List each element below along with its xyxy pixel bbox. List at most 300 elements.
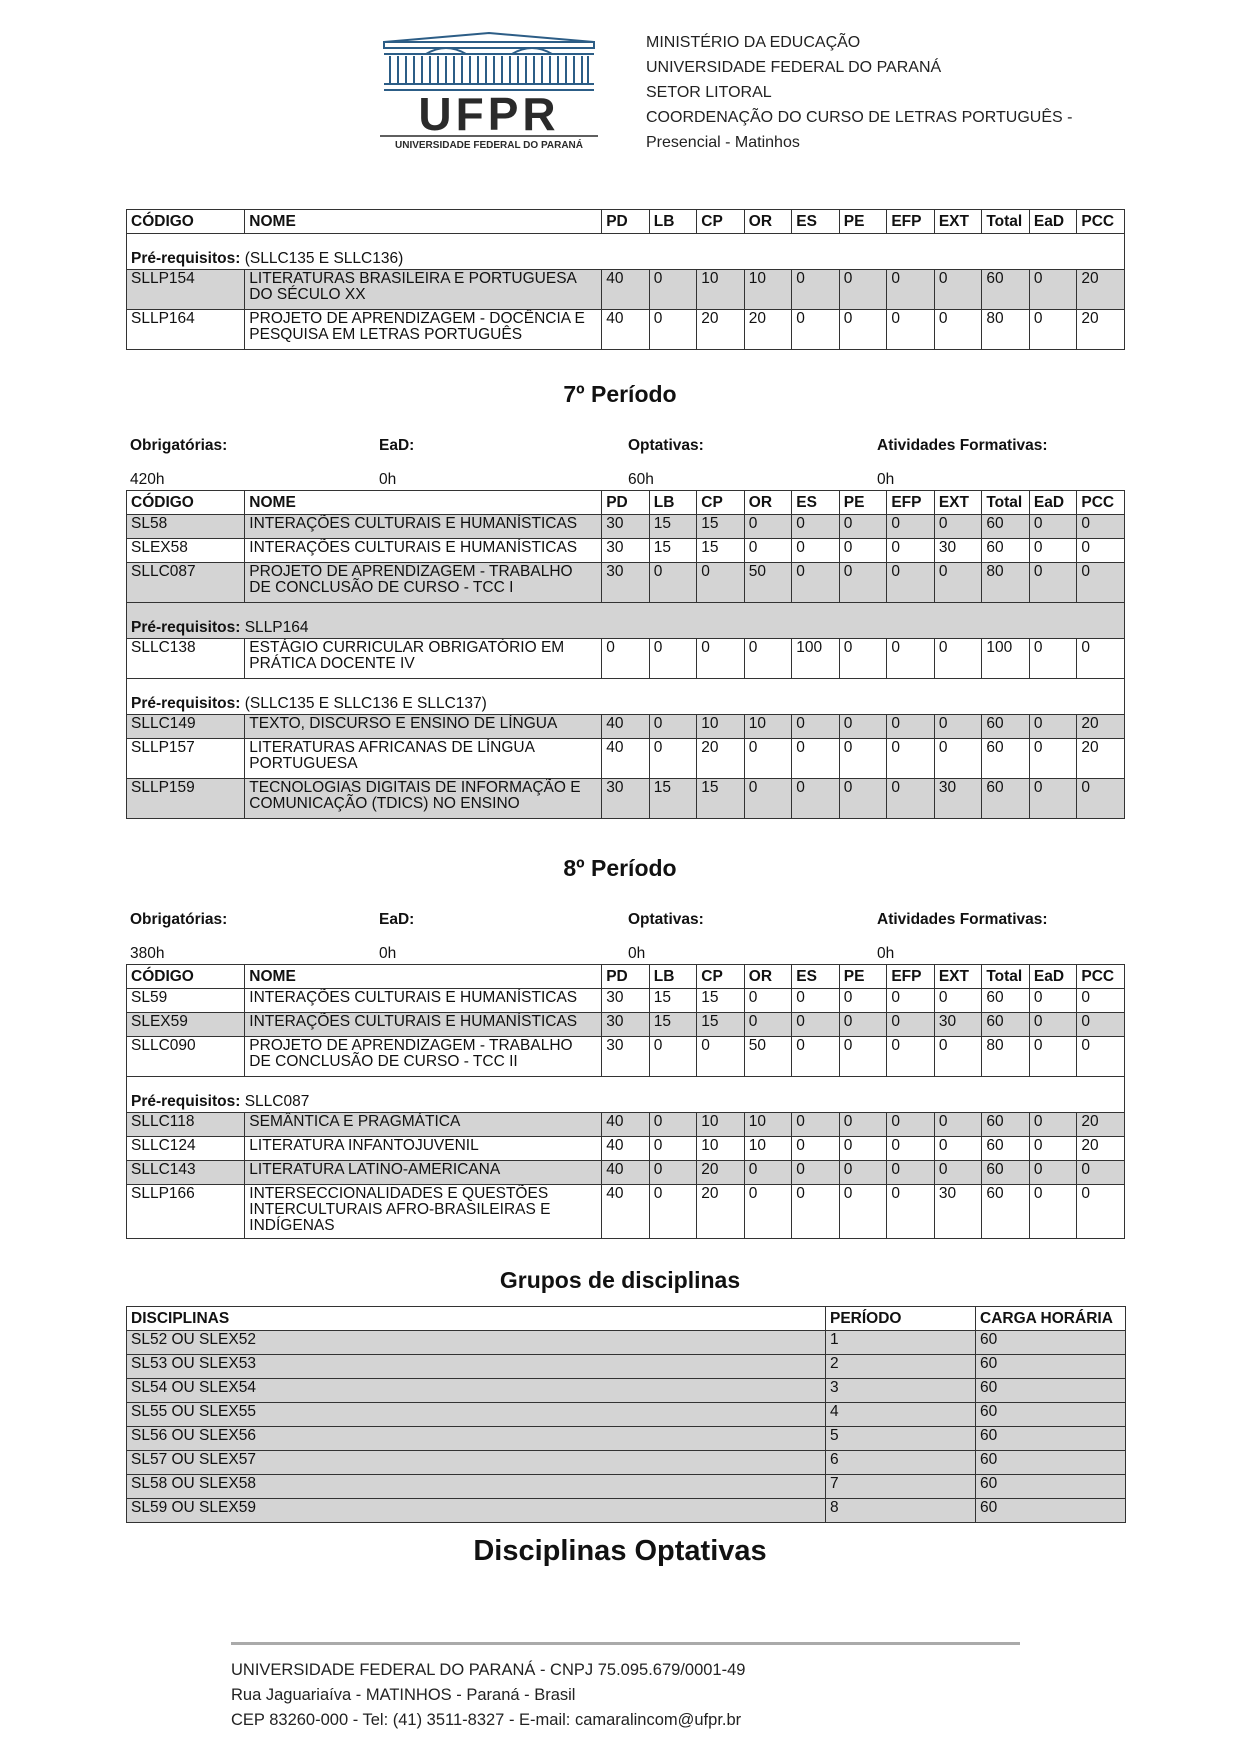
cell-group: SL57 OU SLEX57 bbox=[127, 1451, 826, 1475]
cell-value: 0 bbox=[887, 779, 935, 819]
table-row bbox=[127, 539, 1125, 563]
cell-value: 0 bbox=[649, 1137, 697, 1161]
cell-value: 10 bbox=[744, 270, 792, 310]
cell-value: 0 bbox=[1029, 1161, 1077, 1185]
cell-value: 0 bbox=[934, 1161, 982, 1185]
cell-value: 0 bbox=[649, 270, 697, 310]
cell-value: 0 bbox=[887, 515, 935, 539]
col-header: PCC bbox=[1077, 965, 1125, 989]
cell-name: LITERATURA INFANTOJUVENIL bbox=[245, 1137, 602, 1161]
summary-label: Obrigatórias: bbox=[130, 911, 228, 928]
prereq-label: Pré-requisitos: bbox=[131, 695, 241, 712]
cell-value: 0 bbox=[1077, 1161, 1125, 1185]
optativas-title: Disciplinas Optativas bbox=[473, 1535, 767, 1567]
cell-value: 0 bbox=[839, 1185, 887, 1239]
cell-value: 0 bbox=[1029, 310, 1077, 350]
cell-code: SLLP157 bbox=[127, 739, 245, 779]
cell-value: 0 bbox=[934, 270, 982, 310]
cell-value: 0 bbox=[744, 515, 792, 539]
cell-value: 15 bbox=[649, 515, 697, 539]
cell-value: 0 bbox=[649, 1113, 697, 1137]
previous-period-table bbox=[126, 209, 1125, 350]
cell-value: 0 bbox=[744, 639, 792, 679]
cell-value: 20 bbox=[1077, 270, 1125, 310]
cell-value: 40 bbox=[602, 1161, 650, 1185]
col-header: ES bbox=[792, 491, 840, 515]
cell-value: 0 bbox=[839, 739, 887, 779]
cell-code: SL58 bbox=[127, 515, 245, 539]
ufpr-building-icon bbox=[376, 32, 602, 152]
header-line-university: UNIVERSIDADE FEDERAL DO PARANÁ bbox=[646, 59, 942, 76]
cell-value: 0 bbox=[839, 715, 887, 739]
cell-group: SL52 OU SLEX52 bbox=[127, 1331, 826, 1355]
cell-period: 1 bbox=[826, 1331, 976, 1355]
cell-code: SLLP154 bbox=[127, 270, 245, 310]
cell-name: LITERATURA LATINO-AMERICANA bbox=[245, 1161, 602, 1185]
cell-value: 30 bbox=[602, 1013, 650, 1037]
table-row bbox=[127, 1403, 1126, 1427]
cell-value: 0 bbox=[839, 1037, 887, 1077]
cell-group: SL56 OU SLEX56 bbox=[127, 1427, 826, 1451]
cell-group: SL58 OU SLEX58 bbox=[127, 1475, 826, 1499]
cell-value: 60 bbox=[982, 1185, 1030, 1239]
cell-value: 0 bbox=[839, 515, 887, 539]
cell-value: 60 bbox=[982, 779, 1030, 819]
cell-name: PROJETO DE APRENDIZAGEM - TRABALHO DE CONCLUSÃO DE CURSO - TCC II bbox=[245, 1037, 602, 1077]
prereq-row bbox=[127, 679, 1125, 715]
cell-value: 15 bbox=[697, 779, 745, 819]
table-row bbox=[127, 1331, 1126, 1355]
table-row bbox=[127, 739, 1125, 779]
cell-value: 60 bbox=[982, 270, 1030, 310]
summary-label: EaD: bbox=[379, 911, 415, 928]
col-header: EXT bbox=[934, 210, 982, 234]
cell-value: 20 bbox=[697, 1161, 745, 1185]
period-7-title: 7º Período bbox=[563, 381, 677, 407]
cell-period: 8 bbox=[826, 1499, 976, 1523]
cell-value: 0 bbox=[649, 715, 697, 739]
cell-value: 0 bbox=[1029, 563, 1077, 603]
cell-value: 0 bbox=[649, 639, 697, 679]
cell-value: 0 bbox=[839, 539, 887, 563]
cell-value: 0 bbox=[887, 1137, 935, 1161]
institution-header bbox=[646, 30, 1072, 155]
cell-value: 40 bbox=[602, 310, 650, 350]
cell-value: 0 bbox=[1029, 1137, 1077, 1161]
cell-value: 60 bbox=[982, 1013, 1030, 1037]
cell-value: 30 bbox=[934, 779, 982, 819]
cell-value: 20 bbox=[697, 739, 745, 779]
cell-value: 0 bbox=[1029, 989, 1077, 1013]
summary-label: Obrigatórias: bbox=[130, 437, 228, 454]
cell-value: 15 bbox=[697, 515, 745, 539]
cell-value: 0 bbox=[934, 1037, 982, 1077]
cell-value: 0 bbox=[887, 739, 935, 779]
cell-value: 20 bbox=[1077, 715, 1125, 739]
cell-value: 0 bbox=[1029, 639, 1077, 679]
cell-value: 20 bbox=[697, 310, 745, 350]
cell-value: 0 bbox=[1077, 1185, 1125, 1239]
col-header: PERÍODO bbox=[826, 1307, 976, 1331]
prereq-value: SLLP164 bbox=[244, 619, 309, 636]
cell-value: 0 bbox=[839, 310, 887, 350]
cell-hours: 60 bbox=[976, 1499, 1126, 1523]
cell-value: 0 bbox=[1029, 1113, 1077, 1137]
summary-label: Optativas: bbox=[628, 437, 704, 454]
cell-code: SLLP164 bbox=[127, 310, 245, 350]
cell-group: SL59 OU SLEX59 bbox=[127, 1499, 826, 1523]
cell-value: 15 bbox=[697, 989, 745, 1013]
cell-name: INTERSECCIONALIDADES E QUESTÕES INTERCULTURAIS AFRO-BRASILEIRAS E INDÍGENAS bbox=[245, 1185, 602, 1239]
cell-value: 0 bbox=[1029, 1185, 1077, 1239]
col-header: PE bbox=[839, 210, 887, 234]
cell-value: 0 bbox=[839, 779, 887, 819]
cell-value: 0 bbox=[1077, 1013, 1125, 1037]
cell-value: 0 bbox=[887, 989, 935, 1013]
table-header-row bbox=[127, 491, 1125, 515]
cell-value: 0 bbox=[649, 739, 697, 779]
footer-line-cnpj: UNIVERSIDADE FEDERAL DO PARANÁ - CNPJ 75.095.679/0001-49 bbox=[231, 1661, 746, 1679]
cell-value: 0 bbox=[934, 1113, 982, 1137]
cell-code: SLLC090 bbox=[127, 1037, 245, 1077]
col-header: EaD bbox=[1029, 965, 1077, 989]
cell-hours: 60 bbox=[976, 1331, 1126, 1355]
col-header: Total bbox=[982, 491, 1030, 515]
header-line-modality: Presencial - Matinhos bbox=[646, 134, 800, 151]
summary-value: 0h bbox=[628, 945, 646, 962]
summary-value: 420h bbox=[130, 471, 165, 488]
cell-value: 0 bbox=[792, 1185, 840, 1239]
cell-value: 0 bbox=[1077, 515, 1125, 539]
cell-value: 60 bbox=[982, 739, 1030, 779]
cell-value: 0 bbox=[1077, 1037, 1125, 1077]
header-line-ministry: MINISTÉRIO DA EDUCAÇÃO bbox=[646, 34, 861, 51]
cell-value: 30 bbox=[602, 515, 650, 539]
cell-value: 0 bbox=[839, 1161, 887, 1185]
cell-value: 30 bbox=[602, 1037, 650, 1077]
col-header: EXT bbox=[934, 965, 982, 989]
cell-value: 0 bbox=[1077, 563, 1125, 603]
summary-value: 0h bbox=[379, 945, 397, 962]
prereq-label: Pré-requisitos: bbox=[131, 619, 241, 636]
col-header: NOME bbox=[245, 965, 602, 989]
cell-period: 5 bbox=[826, 1427, 976, 1451]
table-row bbox=[127, 1013, 1125, 1037]
cell-value: 0 bbox=[839, 270, 887, 310]
col-header: LB bbox=[649, 491, 697, 515]
cell-value: 10 bbox=[697, 1137, 745, 1161]
cell-name: INTERAÇÕES CULTURAIS E HUMANÍSTICAS bbox=[245, 1013, 602, 1037]
cell-group: SL55 OU SLEX55 bbox=[127, 1403, 826, 1427]
summary-value: 0h bbox=[379, 471, 397, 488]
cell-value: 0 bbox=[839, 1013, 887, 1037]
cell-value: 10 bbox=[744, 715, 792, 739]
cell-hours: 60 bbox=[976, 1355, 1126, 1379]
table-row bbox=[127, 1475, 1126, 1499]
cell-value: 40 bbox=[602, 739, 650, 779]
table-row bbox=[127, 1451, 1126, 1475]
table-header-row bbox=[127, 1307, 1126, 1331]
prereq-value: (SLLC135 E SLLC136 E SLLC137) bbox=[244, 695, 487, 712]
table-row bbox=[127, 715, 1125, 739]
col-header: EaD bbox=[1029, 491, 1077, 515]
cell-value: 20 bbox=[744, 310, 792, 350]
cell-value: 40 bbox=[602, 1113, 650, 1137]
col-header: ES bbox=[792, 965, 840, 989]
cell-value: 0 bbox=[744, 739, 792, 779]
col-header: PD bbox=[602, 491, 650, 515]
col-header: PE bbox=[839, 491, 887, 515]
cell-value: 0 bbox=[1077, 539, 1125, 563]
cell-value: 30 bbox=[934, 1013, 982, 1037]
cell-value: 20 bbox=[697, 1185, 745, 1239]
table-row bbox=[127, 989, 1125, 1013]
summary-label: EaD: bbox=[379, 437, 415, 454]
cell-value: 0 bbox=[887, 1185, 935, 1239]
cell-value: 0 bbox=[792, 739, 840, 779]
summary-label: Atividades Formativas: bbox=[877, 437, 1048, 454]
cell-value: 20 bbox=[1077, 1137, 1125, 1161]
cell-value: 20 bbox=[1077, 1113, 1125, 1137]
cell-value: 0 bbox=[744, 1185, 792, 1239]
cell-value: 100 bbox=[792, 639, 840, 679]
cell-value: 0 bbox=[697, 563, 745, 603]
cell-hours: 60 bbox=[976, 1475, 1126, 1499]
col-header: Total bbox=[982, 210, 1030, 234]
cell-hours: 60 bbox=[976, 1451, 1126, 1475]
cell-period: 4 bbox=[826, 1403, 976, 1427]
col-header: Total bbox=[982, 965, 1030, 989]
cell-value: 0 bbox=[887, 270, 935, 310]
cell-value: 0 bbox=[934, 989, 982, 1013]
col-header: PD bbox=[602, 210, 650, 234]
cell-value: 60 bbox=[982, 1161, 1030, 1185]
cell-name: PROJETO DE APRENDIZAGEM - DOCÊNCIA E PESQUISA EM LETRAS PORTUGUÊS bbox=[245, 310, 602, 350]
col-header: PD bbox=[602, 965, 650, 989]
cell-value: 0 bbox=[792, 715, 840, 739]
cell-value: 15 bbox=[649, 1013, 697, 1037]
cell-value: 40 bbox=[602, 1185, 650, 1239]
cell-value: 0 bbox=[1077, 639, 1125, 679]
table-row bbox=[127, 779, 1125, 819]
col-header: LB bbox=[649, 965, 697, 989]
cell-name: INTERAÇÕES CULTURAIS E HUMANÍSTICAS bbox=[245, 539, 602, 563]
table-row bbox=[127, 563, 1125, 603]
cell-value: 0 bbox=[934, 1137, 982, 1161]
col-header: EFP bbox=[887, 491, 935, 515]
cell-value: 20 bbox=[1077, 310, 1125, 350]
cell-value: 0 bbox=[1029, 715, 1077, 739]
cell-period: 7 bbox=[826, 1475, 976, 1499]
cell-value: 60 bbox=[982, 1137, 1030, 1161]
cell-value: 80 bbox=[982, 563, 1030, 603]
cell-code: SL59 bbox=[127, 989, 245, 1013]
cell-code: SLEX59 bbox=[127, 1013, 245, 1037]
cell-code: SLLC124 bbox=[127, 1137, 245, 1161]
table-row bbox=[127, 515, 1125, 539]
cell-value: 15 bbox=[649, 539, 697, 563]
cell-name: SEMÂNTICA E PRAGMÁTICA bbox=[245, 1113, 602, 1137]
cell-value: 0 bbox=[744, 1013, 792, 1037]
cell-value: 100 bbox=[982, 639, 1030, 679]
cell-value: 10 bbox=[744, 1137, 792, 1161]
cell-code: SLLC143 bbox=[127, 1161, 245, 1185]
col-header: CARGA HORÁRIA bbox=[976, 1307, 1126, 1331]
table-row bbox=[127, 1037, 1125, 1077]
cell-value: 0 bbox=[1029, 515, 1077, 539]
summary-label: Optativas: bbox=[628, 911, 704, 928]
cell-value: 0 bbox=[887, 1037, 935, 1077]
cell-value: 0 bbox=[1077, 989, 1125, 1013]
ufpr-logo bbox=[376, 32, 602, 152]
cell-value: 0 bbox=[887, 1113, 935, 1137]
period-8-table bbox=[126, 964, 1125, 1239]
table-row bbox=[127, 1499, 1126, 1523]
cell-name: TECNOLOGIAS DIGITAIS DE INFORMAÇÃO E COMUNICAÇÃO (TDICS) NO ENSINO bbox=[245, 779, 602, 819]
cell-value: 0 bbox=[1029, 739, 1077, 779]
table-header-row bbox=[127, 210, 1125, 234]
cell-value: 0 bbox=[1029, 1037, 1077, 1077]
cell-value: 0 bbox=[934, 739, 982, 779]
cell-value: 10 bbox=[697, 715, 745, 739]
cell-value: 10 bbox=[697, 1113, 745, 1137]
cell-value: 60 bbox=[982, 539, 1030, 563]
cell-value: 60 bbox=[982, 1113, 1030, 1137]
cell-value: 0 bbox=[792, 563, 840, 603]
cell-value: 0 bbox=[792, 1037, 840, 1077]
cell-value: 0 bbox=[744, 539, 792, 563]
cell-value: 0 bbox=[649, 310, 697, 350]
prereq-label: Pré-requisitos: bbox=[131, 250, 241, 267]
cell-group: SL54 OU SLEX54 bbox=[127, 1379, 826, 1403]
cell-value: 80 bbox=[982, 1037, 1030, 1077]
cell-value: 0 bbox=[887, 639, 935, 679]
cell-value: 0 bbox=[1029, 1013, 1077, 1037]
header-line-sector: SETOR LITORAL bbox=[646, 84, 772, 101]
cell-value: 15 bbox=[697, 539, 745, 563]
cell-value: 0 bbox=[934, 715, 982, 739]
prereq-row bbox=[127, 603, 1125, 639]
cell-value: 40 bbox=[602, 1137, 650, 1161]
cell-value: 40 bbox=[602, 270, 650, 310]
groups-table bbox=[126, 1306, 1126, 1523]
cell-value: 0 bbox=[1077, 779, 1125, 819]
cell-value: 60 bbox=[982, 989, 1030, 1013]
cell-period: 3 bbox=[826, 1379, 976, 1403]
cell-value: 15 bbox=[697, 1013, 745, 1037]
header-line-coordination: COORDENAÇÃO DO CURSO DE LETRAS PORTUGUÊS - bbox=[646, 109, 1073, 126]
cell-hours: 60 bbox=[976, 1379, 1126, 1403]
cell-value: 30 bbox=[602, 563, 650, 603]
cell-value: 0 bbox=[744, 779, 792, 819]
cell-value: 0 bbox=[792, 1113, 840, 1137]
cell-value: 20 bbox=[1077, 739, 1125, 779]
table-row bbox=[127, 1355, 1126, 1379]
cell-value: 0 bbox=[792, 989, 840, 1013]
cell-value: 0 bbox=[887, 539, 935, 563]
prereq-row bbox=[127, 1077, 1125, 1113]
cell-name: PROJETO DE APRENDIZAGEM - TRABALHO DE CONCLUSÃO DE CURSO - TCC I bbox=[245, 563, 602, 603]
cell-value: 0 bbox=[744, 1161, 792, 1185]
cell-name: INTERAÇÕES CULTURAIS E HUMANÍSTICAS bbox=[245, 515, 602, 539]
cell-name: TEXTO, DISCURSO E ENSINO DE LÍNGUA bbox=[245, 715, 602, 739]
summary-label: Atividades Formativas: bbox=[877, 911, 1048, 928]
col-header: CP bbox=[697, 210, 745, 234]
cell-hours: 60 bbox=[976, 1403, 1126, 1427]
col-header: DISCIPLINAS bbox=[127, 1307, 826, 1331]
col-header: EXT bbox=[934, 491, 982, 515]
cell-value: 0 bbox=[1029, 270, 1077, 310]
col-header: PCC bbox=[1077, 491, 1125, 515]
cell-name: LITERATURAS BRASILEIRA E PORTUGUESA DO SÉCULO XX bbox=[245, 270, 602, 310]
cell-value: 50 bbox=[744, 563, 792, 603]
col-header: LB bbox=[649, 210, 697, 234]
footer-line-address: Rua Jaguariaíva - MATINHOS - Paraná - Brasil bbox=[231, 1686, 576, 1704]
table-header-row bbox=[127, 965, 1125, 989]
cell-value: 60 bbox=[982, 715, 1030, 739]
footer-line-contact: CEP 83260-000 - Tel: (41) 3511-8327 - E-mail: camaralincom@ufpr.br bbox=[231, 1711, 742, 1729]
prereq-value: SLLC087 bbox=[244, 1093, 310, 1110]
cell-value: 0 bbox=[839, 563, 887, 603]
prereq-row bbox=[127, 234, 1125, 270]
cell-value: 0 bbox=[934, 639, 982, 679]
table-row bbox=[127, 1379, 1126, 1403]
col-header: OR bbox=[744, 210, 792, 234]
table-row bbox=[127, 310, 1125, 350]
cell-value: 40 bbox=[602, 715, 650, 739]
cell-hours: 60 bbox=[976, 1427, 1126, 1451]
col-header: EaD bbox=[1029, 210, 1077, 234]
period-8-title: 8º Período bbox=[563, 855, 677, 881]
summary-value: 0h bbox=[877, 945, 895, 962]
col-header: PE bbox=[839, 965, 887, 989]
cell-value: 0 bbox=[839, 1137, 887, 1161]
table-row bbox=[127, 639, 1125, 679]
period-7-table bbox=[126, 490, 1125, 819]
col-header: CÓDIGO bbox=[127, 210, 245, 234]
cell-value: 0 bbox=[649, 1185, 697, 1239]
cell-value: 30 bbox=[602, 989, 650, 1013]
cell-value: 30 bbox=[602, 779, 650, 819]
cell-value: 30 bbox=[602, 539, 650, 563]
cell-value: 0 bbox=[649, 563, 697, 603]
col-header: CP bbox=[697, 965, 745, 989]
cell-value: 0 bbox=[792, 539, 840, 563]
cell-group: SL53 OU SLEX53 bbox=[127, 1355, 826, 1379]
cell-period: 6 bbox=[826, 1451, 976, 1475]
cell-value: 30 bbox=[934, 539, 982, 563]
summary-value: 0h bbox=[877, 471, 895, 488]
cell-name: ESTÁGIO CURRICULAR OBRIGATÓRIO EM PRÁTICA DOCENTE IV bbox=[245, 639, 602, 679]
cell-value: 0 bbox=[744, 989, 792, 1013]
cell-code: SLLC118 bbox=[127, 1113, 245, 1137]
cell-code: SLLC138 bbox=[127, 639, 245, 679]
cell-code: SLLC087 bbox=[127, 563, 245, 603]
cell-value: 15 bbox=[649, 989, 697, 1013]
col-header: NOME bbox=[245, 210, 602, 234]
cell-value: 0 bbox=[887, 563, 935, 603]
cell-code: SLLC149 bbox=[127, 715, 245, 739]
cell-value: 0 bbox=[887, 715, 935, 739]
page-footer bbox=[231, 1658, 745, 1733]
prereq-value: (SLLC135 E SLLC136) bbox=[244, 250, 404, 267]
cell-value: 0 bbox=[697, 639, 745, 679]
cell-value: 0 bbox=[839, 989, 887, 1013]
cell-value: 50 bbox=[744, 1037, 792, 1077]
cell-value: 0 bbox=[792, 1013, 840, 1037]
cell-value: 0 bbox=[887, 1013, 935, 1037]
col-header: EFP bbox=[887, 210, 935, 234]
